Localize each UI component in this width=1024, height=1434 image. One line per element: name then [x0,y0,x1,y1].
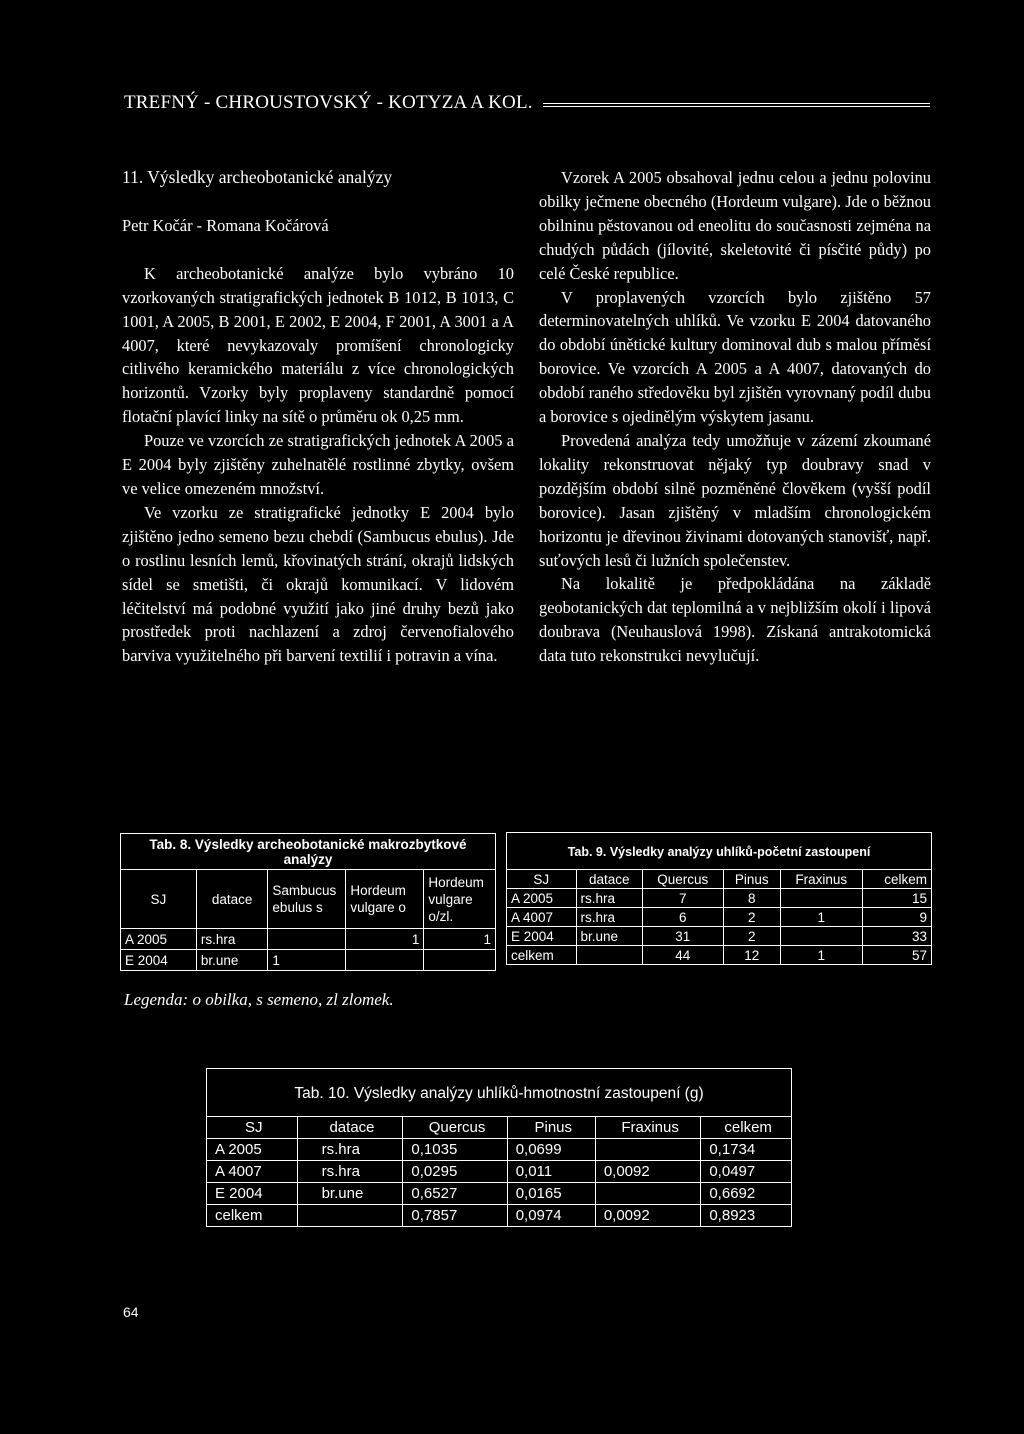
table-header-row [507,870,932,889]
table-header-cell: Hordeum vulgare o [346,870,424,929]
table-cell: 1 [424,929,496,950]
paragraph: Vzorek A 2005 obsahoval jednu celou a jednu polovinu obilky ječmene obecného (Hordeum vulgare). Jde o běžnou obilninu pěstovanou od eneolitu do současnosti zejména na chudých půdách (jílovité, skeletovité či písčité půdy) po celé České republice. [539,168,931,283]
table-cell: E 2004 [121,950,197,971]
table-row [507,908,932,927]
table-cell: A 2005 [507,889,577,908]
table-cell: rs.hra [297,1139,403,1161]
table-header-cell: Hordeum vulgare o/zl. [424,870,496,929]
table-cell: 0,6692 [701,1183,792,1205]
table-cell: rs.hra [297,1161,403,1183]
table-9 [506,832,932,965]
table-cell: 0,0165 [507,1183,595,1205]
table-cell: 0,0092 [595,1205,701,1227]
table-cell: 7 [642,889,723,908]
table-8 [120,833,496,971]
table-cell: A 2005 [207,1139,298,1161]
table-header-cell: Sambucus ebulus s [268,870,346,929]
table-cell: 0,7857 [403,1205,507,1227]
table-header-cell: datace [297,1117,403,1139]
left-column [122,166,514,668]
table-row [121,929,496,950]
table-cell: rs.hra [576,908,642,927]
table-cell: celkem [507,946,577,965]
table-cell [780,927,862,946]
paragraph: Provedená analýza tedy umožňuje v zázemí zkoumané lokality rekonstruovat nějaký typ doubravy snad v pozdějším období silně pozměněné člověkem (vyšší podíl borovice). Jasan zjištěný v mladším chronologickém horizontu je dřevinou živinami dotovaných stanovišť, např. suťových lesů či lužních společenstev. [539,430,931,570]
table-header-cell: Quercus [642,870,723,889]
table-caption: Tab. 10. Výsledky analýzy uhlíků-hmotnostní zastoupení (g) [207,1069,792,1117]
table-cell: 2 [723,908,780,927]
table-cell [595,1139,701,1161]
paragraph: Na lokalitě je předpokládána na základě geobotanických dat teplomilná a v nejbližším okolí i lipová doubrava (Neuhauslová 1998). Získaná antrakotomická data tuto rekonstrukci nevylučují. [539,574,931,666]
table-row [507,889,932,908]
table-header-cell: Quercus [403,1117,507,1139]
table-cell: rs.hra [576,889,642,908]
table-cell: 2 [723,927,780,946]
table-header-cell: SJ [207,1117,298,1139]
table-row [507,927,932,946]
table-cell: 0,1035 [403,1139,507,1161]
table-cell: 0,0699 [507,1139,595,1161]
table-cell: 12 [723,946,780,965]
table-header-cell: Pinus [723,870,780,889]
table-header-cell: SJ [507,870,577,889]
table-caption: Tab. 9. Výsledky analýzy uhlíků-početní zastoupení [507,833,932,870]
table-header-cell: Fraxinus [780,870,862,889]
paragraph: Ve vzorku ze stratigrafické jednotky E 2004 bylo zjištěno jedno semeno bezu chebdí (Sambucus ebulus). Jde o rostlinu lesních lemů, křovinatých strání, okrajů lidských sídel se smetišti, či okrajů komunikací. V lidovém léčitelství má podobné využití jako jiné druhy bezů jako prostředek proti nachlazení a zdroj červenofialového barviva využitelného při barvení textilií i potravin a vína. [122,502,514,666]
table-header-row [207,1117,792,1139]
table-cell: 1 [780,908,862,927]
table-cell: 57 [862,946,932,965]
table-cell: celkem [207,1205,298,1227]
table-header-cell: Fraxinus [595,1117,701,1139]
table-cell: 9 [862,908,932,927]
table-header-cell: celkem [701,1117,792,1139]
table-cell: br.une [576,927,642,946]
header-rule [543,103,930,107]
table-row [507,946,932,965]
table-row [121,950,496,971]
table-row [207,1139,792,1161]
table-cell: 44 [642,946,723,965]
table-cell: 0,0974 [507,1205,595,1227]
table-cell: A 2005 [121,929,197,950]
table-cell [595,1183,701,1205]
table-cell: 0,011 [507,1161,595,1183]
running-title: TREFNÝ - CHROUSTOVSKÝ - KOTYZA A KOL. [124,92,533,113]
table-cell: 0,0092 [595,1161,701,1183]
table-cell: A 4007 [207,1161,298,1183]
table-cell: 1 [780,946,862,965]
table-cell [780,889,862,908]
table-cell: 0,0295 [403,1161,507,1183]
table-cell: 1 [268,950,346,971]
table-cell: rs.hra [196,929,268,950]
running-header [124,92,930,114]
table-cell: 1 [346,929,424,950]
table-cell: 31 [642,927,723,946]
table-cell: 15 [862,889,932,908]
table-row [207,1205,792,1227]
table-cell: br.une [297,1183,403,1205]
paragraph: Pouze ve vzorcích ze stratigrafických jednotek A 2005 a E 2004 byly zjištěny zuhelnatělé rostlinné zbytky, ovšem ve velice omezeném množství. [122,431,514,498]
table-header-cell: celkem [862,870,932,889]
table-cell [424,950,496,971]
table-caption: Tab. 8. Výsledky archeobotanické makrozbytkové analýzy [121,834,496,870]
page-number: 64 [123,1304,139,1320]
table-cell: A 4007 [507,908,577,927]
table-cell [297,1205,403,1227]
table-cell: br.une [196,950,268,971]
table-cell: 0,0497 [701,1161,792,1183]
table-cell: 33 [862,927,932,946]
table-10 [206,1068,792,1227]
table-cell: 6 [642,908,723,927]
table-row [207,1161,792,1183]
table-header-cell: datace [196,870,268,929]
table-cell: E 2004 [507,927,577,946]
paragraph: K archeobotanické analýze bylo vybráno 10 vzorkovaných stratigrafických jednotek B 1012, B 1013, C 1001, A 2005, B 2001, E 2002, E 2004, F 2001, A 3001 a A 4007, které nevykazovaly promíšení chronologicky citlivého keramického materiálu z více chronologických horizontů. Vzorky byly proplaveny standardně pomocí flotační plavící linky na sítě o průměru ok 0,25 mm. [122,263,514,427]
table-cell: 0,6527 [403,1183,507,1205]
section-authors: Petr Kočár - Romana Kočárová [122,215,329,235]
table-cell: 0,8923 [701,1205,792,1227]
paragraph: V proplavených vzorcích bylo zjištěno 57 determinovatelných uhlíků. Ve vzorku E 2004 datovaného do období únětické kultury dominoval dub s malou příměsí borovice. Ve vzorcích A 2005 a A 4007, datovaných do období raného středověku byl zjištěn vyrovnaný podíl dubu a borovice s ojedinělým výskytem jasanu. [539,287,931,427]
table-cell: 0,1734 [701,1139,792,1161]
table-legend: Legenda: o obilka, s semeno, zl zlomek. [124,990,394,1009]
table-header-cell: datace [576,870,642,889]
table-cell [346,950,424,971]
table-row [207,1183,792,1205]
right-column [539,166,931,668]
table-header-row [121,870,496,929]
table-cell [576,946,642,965]
table-cell: E 2004 [207,1183,298,1205]
table-header-cell: SJ [121,870,197,929]
table-cell: 8 [723,889,780,908]
table-header-cell: Pinus [507,1117,595,1139]
table-cell [268,929,346,950]
section-title: 11. Výsledky archeobotanické analýzy [122,167,393,187]
